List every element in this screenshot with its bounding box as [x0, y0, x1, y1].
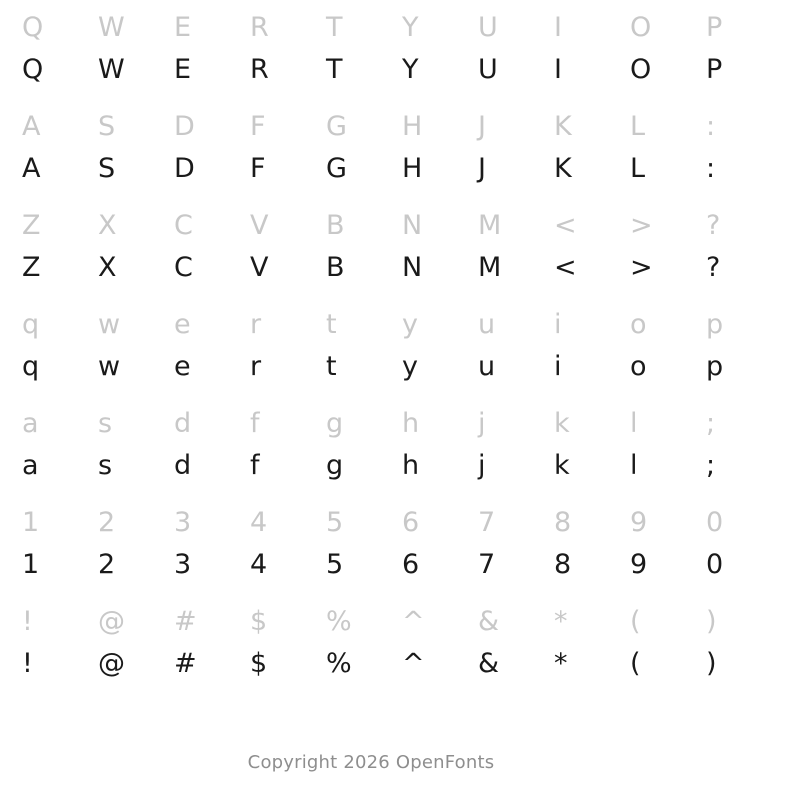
- character-row-pair: [0, 594, 800, 693]
- ghost-glyph: 5: [326, 507, 344, 538]
- solid-glyph: j: [478, 450, 486, 481]
- solid-glyph: D: [174, 153, 195, 184]
- solid-glyph: #: [174, 648, 197, 679]
- solid-row: [0, 248, 800, 297]
- ghost-glyph: 8: [554, 507, 572, 538]
- ghost-glyph: 0: [706, 507, 724, 538]
- solid-glyph: 6: [402, 549, 420, 580]
- solid-glyph: O: [630, 54, 652, 85]
- character-row-pair: [0, 198, 800, 297]
- ghost-glyph: <: [554, 210, 577, 241]
- solid-glyph: :: [706, 153, 716, 184]
- solid-glyph: X: [98, 252, 117, 283]
- solid-glyph: e: [174, 351, 191, 382]
- solid-glyph: f: [250, 450, 260, 481]
- ghost-row: [0, 396, 800, 446]
- solid-glyph: w: [98, 351, 121, 382]
- solid-glyph: >: [630, 252, 653, 283]
- ghost-glyph: ?: [706, 210, 721, 241]
- solid-glyph: T: [326, 54, 343, 85]
- ghost-glyph: S: [98, 111, 116, 142]
- ghost-glyph: f: [250, 408, 260, 439]
- ghost-row: [0, 495, 800, 545]
- solid-glyph: Z: [22, 252, 41, 283]
- ghost-glyph: y: [402, 309, 418, 340]
- ghost-glyph: 2: [98, 507, 116, 538]
- solid-glyph: H: [402, 153, 423, 184]
- solid-glyph: U: [478, 54, 498, 85]
- character-row-pair: [0, 495, 800, 594]
- ghost-glyph: $: [250, 606, 268, 637]
- solid-glyph: (: [630, 648, 641, 679]
- ghost-glyph: q: [22, 309, 40, 340]
- ghost-glyph: >: [630, 210, 653, 241]
- solid-glyph: %: [326, 648, 352, 679]
- solid-glyph: ?: [706, 252, 721, 283]
- solid-glyph: 8: [554, 549, 572, 580]
- solid-glyph: t: [326, 351, 337, 382]
- solid-row: [0, 347, 800, 396]
- character-row-pair: [0, 297, 800, 396]
- solid-glyph: I: [554, 54, 562, 85]
- solid-glyph: 7: [478, 549, 496, 580]
- solid-row: [0, 644, 800, 693]
- solid-glyph: R: [250, 54, 269, 85]
- character-row-pair: [0, 396, 800, 495]
- character-row-pair: [0, 99, 800, 198]
- ghost-glyph: D: [174, 111, 195, 142]
- ghost-glyph: 4: [250, 507, 268, 538]
- solid-glyph: A: [22, 153, 41, 184]
- solid-glyph: 9: [630, 549, 648, 580]
- solid-glyph: *: [554, 648, 568, 679]
- solid-glyph: r: [250, 351, 262, 382]
- ghost-glyph: r: [250, 309, 262, 340]
- ghost-glyph: H: [402, 111, 423, 142]
- ghost-glyph: A: [22, 111, 41, 142]
- ghost-glyph: w: [98, 309, 121, 340]
- ghost-glyph: K: [554, 111, 572, 142]
- ghost-glyph: h: [402, 408, 420, 439]
- ghost-glyph: M: [478, 210, 502, 241]
- solid-row: [0, 545, 800, 594]
- ghost-glyph: B: [326, 210, 345, 241]
- solid-glyph: W: [98, 54, 125, 85]
- solid-glyph: &: [478, 648, 500, 679]
- ghost-glyph: #: [174, 606, 197, 637]
- solid-glyph: S: [98, 153, 116, 184]
- ghost-glyph: s: [98, 408, 113, 439]
- solid-glyph: l: [630, 450, 638, 481]
- solid-glyph: o: [630, 351, 647, 382]
- ghost-glyph: N: [402, 210, 423, 241]
- ghost-glyph: p: [706, 309, 724, 340]
- ghost-glyph: F: [250, 111, 266, 142]
- ghost-glyph: Y: [402, 12, 419, 43]
- ghost-glyph: X: [98, 210, 117, 241]
- solid-glyph: <: [554, 252, 577, 283]
- ghost-row: [0, 297, 800, 347]
- solid-glyph: ): [706, 648, 717, 679]
- ghost-glyph: C: [174, 210, 193, 241]
- ghost-glyph: ): [706, 606, 717, 637]
- character-row-pair: [0, 0, 800, 99]
- ghost-glyph: ;: [706, 408, 716, 439]
- ghost-glyph: i: [554, 309, 562, 340]
- ghost-glyph: :: [706, 111, 716, 142]
- solid-glyph: E: [174, 54, 192, 85]
- ghost-glyph: I: [554, 12, 562, 43]
- solid-glyph: g: [326, 450, 344, 481]
- solid-glyph: y: [402, 351, 418, 382]
- ghost-row: [0, 198, 800, 248]
- ghost-glyph: W: [98, 12, 125, 43]
- solid-glyph: 3: [174, 549, 192, 580]
- solid-glyph: 5: [326, 549, 344, 580]
- solid-glyph: u: [478, 351, 496, 382]
- ghost-glyph: O: [630, 12, 652, 43]
- ghost-glyph: Z: [22, 210, 41, 241]
- ghost-glyph: J: [478, 111, 486, 142]
- ghost-glyph: u: [478, 309, 496, 340]
- ghost-glyph: V: [250, 210, 269, 241]
- ghost-row: [0, 99, 800, 149]
- ghost-glyph: R: [250, 12, 269, 43]
- solid-row: [0, 149, 800, 198]
- solid-glyph: Q: [22, 54, 44, 85]
- solid-row: [0, 50, 800, 99]
- solid-glyph: 1: [22, 549, 40, 580]
- ghost-glyph: e: [174, 309, 191, 340]
- ghost-glyph: 6: [402, 507, 420, 538]
- ghost-glyph: P: [706, 12, 723, 43]
- ghost-glyph: %: [326, 606, 352, 637]
- solid-glyph: k: [554, 450, 570, 481]
- solid-glyph: d: [174, 450, 192, 481]
- ghost-glyph: o: [630, 309, 647, 340]
- solid-glyph: N: [402, 252, 423, 283]
- ghost-glyph: 3: [174, 507, 192, 538]
- ghost-glyph: t: [326, 309, 337, 340]
- ghost-glyph: d: [174, 408, 192, 439]
- ghost-glyph: L: [630, 111, 646, 142]
- solid-glyph: B: [326, 252, 345, 283]
- ghost-glyph: ^: [402, 606, 425, 637]
- solid-glyph: ;: [706, 450, 716, 481]
- copyright-footer: [0, 752, 800, 773]
- solid-glyph: ^: [402, 648, 425, 679]
- solid-glyph: q: [22, 351, 40, 382]
- solid-glyph: J: [478, 153, 486, 184]
- ghost-glyph: T: [326, 12, 343, 43]
- solid-glyph: 2: [98, 549, 116, 580]
- solid-glyph: s: [98, 450, 113, 481]
- ghost-glyph: l: [630, 408, 638, 439]
- ghost-glyph: 9: [630, 507, 648, 538]
- solid-glyph: P: [706, 54, 723, 85]
- solid-glyph: M: [478, 252, 502, 283]
- solid-glyph: p: [706, 351, 724, 382]
- ghost-glyph: 7: [478, 507, 496, 538]
- ghost-glyph: (: [630, 606, 641, 637]
- ghost-glyph: a: [22, 408, 39, 439]
- solid-glyph: V: [250, 252, 269, 283]
- solid-glyph: G: [326, 153, 347, 184]
- solid-glyph: !: [22, 648, 33, 679]
- copyright-text: Copyright 2026 OpenFonts: [247, 752, 495, 773]
- ghost-glyph: &: [478, 606, 500, 637]
- ghost-glyph: G: [326, 111, 347, 142]
- ghost-glyph: U: [478, 12, 498, 43]
- ghost-glyph: !: [22, 606, 33, 637]
- ghost-glyph: E: [174, 12, 192, 43]
- ghost-glyph: k: [554, 408, 570, 439]
- solid-glyph: i: [554, 351, 562, 382]
- solid-glyph: C: [174, 252, 193, 283]
- ghost-glyph: Q: [22, 12, 44, 43]
- ghost-row: [0, 0, 800, 50]
- ghost-glyph: j: [478, 408, 486, 439]
- solid-glyph: 0: [706, 549, 724, 580]
- solid-glyph: h: [402, 450, 420, 481]
- ghost-row: [0, 594, 800, 644]
- solid-glyph: L: [630, 153, 646, 184]
- solid-glyph: @: [98, 648, 125, 679]
- ghost-glyph: 1: [22, 507, 40, 538]
- solid-glyph: 4: [250, 549, 268, 580]
- solid-glyph: a: [22, 450, 39, 481]
- ghost-glyph: g: [326, 408, 344, 439]
- solid-glyph: K: [554, 153, 572, 184]
- ghost-glyph: @: [98, 606, 125, 637]
- solid-glyph: F: [250, 153, 266, 184]
- solid-glyph: Y: [402, 54, 419, 85]
- solid-glyph: $: [250, 648, 268, 679]
- ghost-glyph: *: [554, 606, 568, 637]
- solid-row: [0, 446, 800, 495]
